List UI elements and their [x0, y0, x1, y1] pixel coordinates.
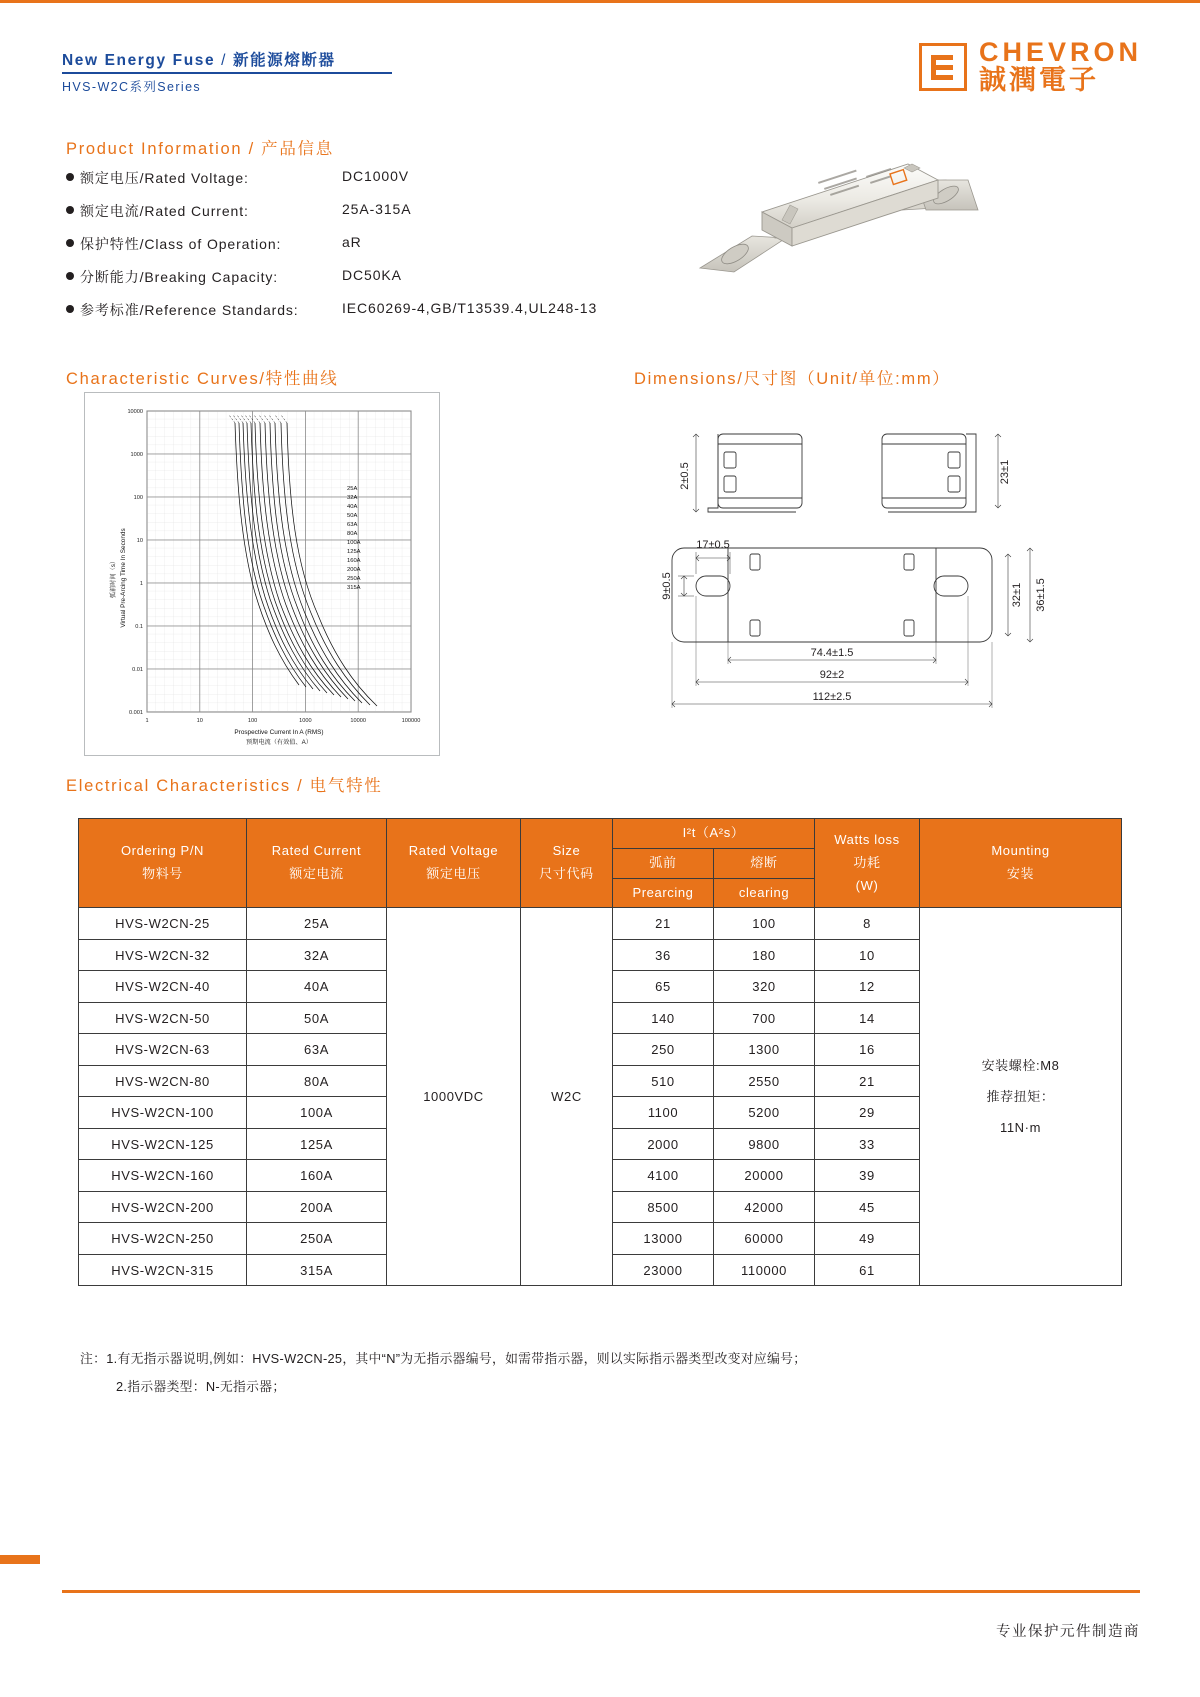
dimension-drawing	[600, 398, 1160, 718]
dim-label-thickness: 2±0.5	[679, 462, 691, 490]
table-header-row-1	[79, 819, 1122, 849]
cell-clearing: 9800	[714, 1128, 815, 1160]
cell-watts: 45	[815, 1191, 920, 1223]
cell-clearing: 2550	[714, 1065, 815, 1097]
svg-text:Prospective Current In A (RMS): Prospective Current In A (RMS)	[234, 729, 324, 736]
cell-prearcing: 36	[613, 939, 714, 971]
cell-prearcing: 23000	[613, 1254, 714, 1286]
svg-text:160A: 160A	[347, 558, 361, 564]
cell-prearcing: 250	[613, 1034, 714, 1066]
svg-text:40A: 40A	[347, 504, 358, 510]
cell-pn: HVS-W2CN-50	[79, 1002, 247, 1034]
logo-text	[979, 38, 1142, 96]
bullet-icon	[66, 173, 74, 181]
header-top-rule	[0, 0, 1200, 3]
series-subtitle: HVS-W2C系列Series	[62, 80, 202, 94]
cell-clearing: 42000	[714, 1191, 815, 1223]
cell-prearcing: 4100	[613, 1160, 714, 1192]
svg-text:预期电流（有效值、A）: 预期电流（有效值、A）	[245, 739, 313, 746]
header-watts-loss-unit: (W)	[855, 877, 879, 893]
header-watts-loss-en: Watts loss	[834, 832, 900, 847]
svg-text:10: 10	[136, 538, 143, 544]
svg-text:50A: 50A	[347, 513, 358, 519]
mounting-bolt: 安装螺栓:M8	[981, 1057, 1060, 1073]
cell-watts: 16	[815, 1034, 920, 1066]
cell-size: W2C	[521, 908, 613, 1286]
cell-clearing: 700	[714, 1002, 815, 1034]
product-family-title-en: New Energy Fuse	[62, 52, 216, 69]
header-rated-current	[247, 819, 387, 908]
cell-prearcing: 13000	[613, 1223, 714, 1255]
mounting-torque-label: 推荐扭矩：	[986, 1089, 1055, 1105]
logo-mark-icon	[919, 43, 967, 91]
cell-current: 125A	[247, 1128, 387, 1160]
cell-pn: HVS-W2CN-32	[79, 939, 247, 971]
cell-watts: 8	[815, 908, 920, 940]
cell-clearing: 320	[714, 971, 815, 1003]
dim-label-b: 92±2	[819, 669, 845, 681]
cell-current: 63A	[247, 1034, 387, 1066]
header-clearing-cn: 熔断	[714, 848, 815, 878]
section-title-product-information: Product Information / 产品信息	[66, 140, 334, 158]
header-rated-current-en: Rated Current	[271, 843, 362, 859]
photo-body	[762, 164, 938, 246]
dim-label-overall-width: 36±1.5	[1035, 578, 1047, 612]
page-header	[0, 0, 1200, 112]
svg-text:80A: 80A	[347, 531, 358, 537]
product-info-row	[66, 201, 686, 234]
svg-text:1: 1	[139, 581, 143, 587]
product-family-title-cn: 新能源熔断器	[232, 52, 336, 69]
cell-pn: HVS-W2CN-200	[79, 1191, 247, 1223]
section-title-electrical-characteristics: Electrical Characteristics / 电气特性	[66, 777, 383, 795]
cell-current: 200A	[247, 1191, 387, 1223]
header-ordering-pn-cn: 物料号	[142, 866, 183, 882]
cell-clearing: 100	[714, 908, 815, 940]
product-info-value: IEC60269-4,GB/T13539.4,UL248-13	[342, 300, 598, 316]
cell-current: 40A	[247, 971, 387, 1003]
svg-text:25A: 25A	[347, 486, 358, 492]
cell-watts: 21	[815, 1065, 920, 1097]
section-title-dimensions: Dimensions/尺寸图（Unit/单位:mm）	[634, 370, 951, 388]
cell-watts: 33	[815, 1128, 920, 1160]
cell-pn: HVS-W2CN-25	[79, 908, 247, 940]
product-info-row	[66, 300, 686, 333]
bullet-icon	[66, 239, 74, 247]
header-mounting	[920, 819, 1122, 908]
cell-current: 80A	[247, 1065, 387, 1097]
header-mounting-en: Mounting	[991, 843, 1050, 859]
title-separator: /	[221, 52, 228, 69]
svg-text:10000: 10000	[127, 409, 143, 415]
cell-watts: 61	[815, 1254, 920, 1286]
svg-text:63A: 63A	[347, 522, 358, 528]
svg-text:1000: 1000	[130, 452, 143, 458]
header-clearing-en: clearing	[714, 878, 815, 908]
svg-text:10000: 10000	[350, 718, 366, 724]
cell-watts: 10	[815, 939, 920, 971]
bullet-icon	[66, 305, 74, 313]
cell-watts: 29	[815, 1097, 920, 1129]
cell-current: 25A	[247, 908, 387, 940]
note-line-1: 注：1.有无指示器说明,例如：HVS-W2CN-25，其中“N”为无指示器编号，如需带指示器，则以实际指示器类型改变对应编号；	[80, 1351, 807, 1366]
table-row	[79, 908, 1122, 940]
company-logo	[919, 36, 1142, 98]
mounting-torque-value: 11N·m	[999, 1120, 1042, 1136]
product-family-block	[62, 48, 442, 94]
header-rated-voltage-cn: 额定电压	[426, 866, 481, 882]
cell-pn: HVS-W2CN-125	[79, 1128, 247, 1160]
header-rated-voltage-en: Rated Voltage	[408, 843, 499, 859]
product-information-list	[66, 168, 686, 333]
header-watts-loss	[815, 819, 920, 908]
cell-prearcing: 2000	[613, 1128, 714, 1160]
cell-pn: HVS-W2CN-63	[79, 1034, 247, 1066]
product-info-value: DC50KA	[342, 267, 402, 283]
cell-pn: HVS-W2CN-160	[79, 1160, 247, 1192]
product-photo	[690, 150, 990, 290]
cell-prearcing: 8500	[613, 1191, 714, 1223]
svg-text:弧前时间（s）: 弧前时间（s）	[110, 557, 117, 599]
dim-label-slot-width: 17±0.5	[696, 539, 730, 551]
svg-text:32A: 32A	[347, 495, 358, 501]
product-info-value: DC1000V	[342, 168, 410, 184]
table-notes	[80, 1345, 1140, 1400]
cell-pn: HVS-W2CN-100	[79, 1097, 247, 1129]
dim-label-a: 74.4±1.5	[810, 647, 854, 659]
product-info-row	[66, 168, 686, 201]
cell-clearing: 110000	[714, 1254, 815, 1286]
header-size	[521, 819, 613, 908]
svg-text:100000: 100000	[401, 718, 421, 724]
header-mounting-cn: 安装	[1006, 866, 1035, 882]
cell-pn: HVS-W2CN-40	[79, 971, 247, 1003]
header-rated-voltage	[387, 819, 521, 908]
cell-watts: 49	[815, 1223, 920, 1255]
svg-text:100: 100	[133, 495, 143, 501]
dim-label-c: 112±2.5	[812, 691, 852, 703]
cell-current: 160A	[247, 1160, 387, 1192]
product-info-label: 额定电压/Rated Voltage:	[80, 170, 249, 186]
cell-watts: 14	[815, 1002, 920, 1034]
header-rated-current-cn: 额定电流	[289, 866, 344, 882]
product-family-title	[62, 48, 442, 70]
product-info-row	[66, 234, 686, 267]
product-info-value: 25A-315A	[342, 201, 412, 217]
product-info-value: aR	[342, 234, 362, 250]
svg-text:0.01: 0.01	[132, 667, 143, 673]
header-prearcing-cn: 弧前	[613, 848, 714, 878]
cell-watts: 39	[815, 1160, 920, 1192]
cell-current: 50A	[247, 1002, 387, 1034]
electrical-characteristics-table	[78, 818, 1122, 1286]
footer-tagline: 专业保护元件制造商	[996, 1624, 1140, 1640]
svg-text:100: 100	[247, 718, 258, 724]
cell-pn: HVS-W2CN-80	[79, 1065, 247, 1097]
svg-text:0.001: 0.001	[129, 710, 143, 716]
characteristic-curves-chart	[84, 392, 440, 756]
footer-side-marker	[0, 1555, 40, 1564]
svg-text:1: 1	[145, 718, 149, 724]
cell-current: 32A	[247, 939, 387, 971]
cell-clearing: 5200	[714, 1097, 815, 1129]
logo-name-cn: 誠潤電子	[978, 65, 1099, 96]
dim-label-body-width: 32±1	[1011, 582, 1023, 608]
header-size-cn: 尺寸代码	[539, 866, 594, 882]
product-info-label: 分断能力/Breaking Capacity:	[80, 269, 279, 285]
svg-text:10: 10	[196, 718, 203, 724]
cell-prearcing: 1100	[613, 1097, 714, 1129]
svg-text:315A: 315A	[347, 585, 361, 591]
title-underline	[62, 72, 392, 74]
cell-voltage: 1000VDC	[387, 908, 521, 1286]
header-i2t: I²t（A²s）	[613, 819, 815, 849]
svg-text:250A: 250A	[347, 576, 361, 582]
cell-clearing: 180	[714, 939, 815, 971]
footer-rule	[62, 1590, 1140, 1593]
product-info-label: 保护特性/Class of Operation:	[80, 236, 282, 252]
dim-label-slot-height: 9±0.5	[661, 572, 673, 600]
cell-current: 100A	[247, 1097, 387, 1129]
cell-clearing: 20000	[714, 1160, 815, 1192]
cell-current: 315A	[247, 1254, 387, 1286]
bullet-icon	[66, 272, 74, 280]
section-title-characteristic-curves: Characteristic Curves/特性曲线	[66, 370, 339, 388]
svg-text:100A: 100A	[347, 540, 361, 546]
bullet-icon	[66, 206, 74, 214]
cell-watts: 12	[815, 971, 920, 1003]
header-prearcing-en: Prearcing	[613, 878, 714, 908]
cell-clearing: 1300	[714, 1034, 815, 1066]
cell-current: 250A	[247, 1223, 387, 1255]
svg-text:1000: 1000	[299, 718, 312, 724]
product-info-row	[66, 267, 686, 300]
cell-prearcing: 510	[613, 1065, 714, 1097]
header-size-en: Size	[552, 843, 581, 859]
cell-prearcing: 65	[613, 971, 714, 1003]
cell-prearcing: 21	[613, 908, 714, 940]
cell-pn: HVS-W2CN-250	[79, 1223, 247, 1255]
svg-text:0.1: 0.1	[135, 624, 143, 630]
svg-text:Virtual Pre-Arcing Time In Sec: Virtual Pre-Arcing Time In Seconds	[120, 528, 127, 628]
product-info-label: 额定电流/Rated Current:	[80, 203, 249, 219]
header-ordering-pn-en: Ordering P/N	[120, 843, 205, 859]
logo-name-en: CHEVRON	[978, 36, 1142, 67]
svg-text:200A: 200A	[347, 567, 361, 573]
cell-mounting	[920, 908, 1122, 1286]
header-ordering-pn	[79, 819, 247, 908]
dim-label-height-side: 23±1	[999, 459, 1011, 485]
header-watts-loss-cn: 功耗	[853, 854, 881, 870]
note-line-2: 2.指示器类型：N-无指示器；	[116, 1378, 286, 1394]
cell-prearcing: 140	[613, 1002, 714, 1034]
cell-clearing: 60000	[714, 1223, 815, 1255]
svg-text:125A: 125A	[347, 549, 361, 555]
product-info-label: 参考标准/Reference Standards:	[80, 302, 299, 318]
cell-pn: HVS-W2CN-315	[79, 1254, 247, 1286]
